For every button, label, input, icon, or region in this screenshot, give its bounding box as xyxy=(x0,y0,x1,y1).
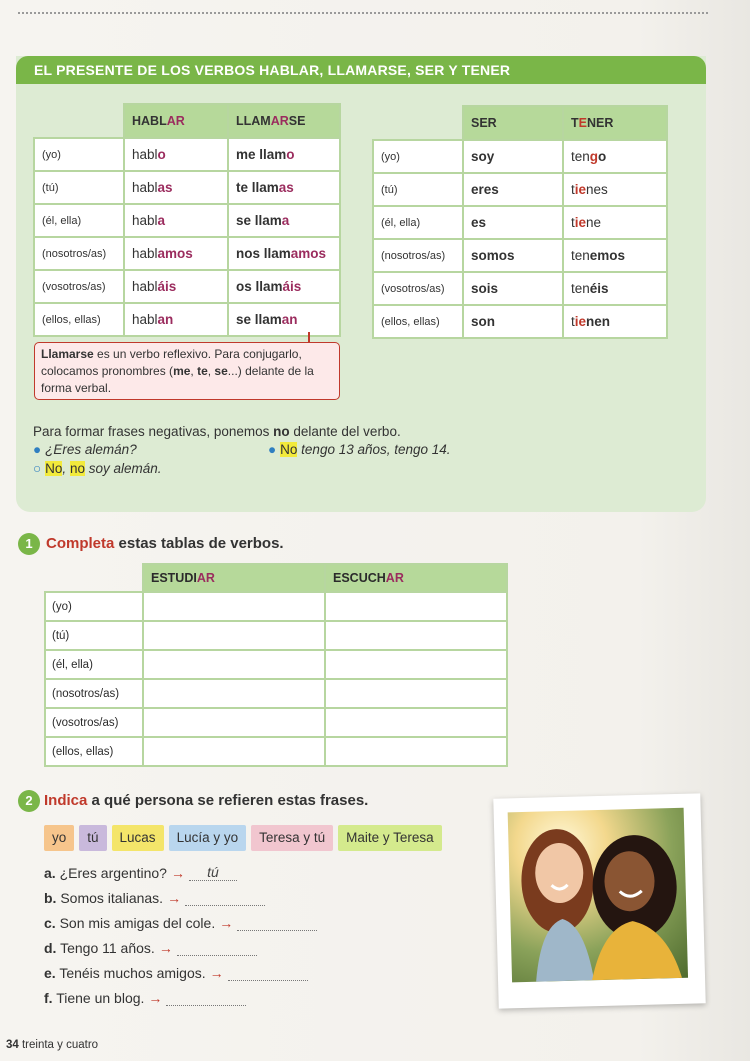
verb-form: es xyxy=(463,206,563,239)
answer-cell[interactable] xyxy=(325,708,507,737)
two-girls-illustration xyxy=(508,808,688,983)
verb-form: nos llamamos xyxy=(228,237,340,270)
person-label: (él, ella) xyxy=(34,204,124,237)
answer-blank[interactable] xyxy=(185,892,265,906)
negation-rule: Para formar frases negativas, ponemos no delante del verbo. xyxy=(33,424,401,439)
verb-form: habla xyxy=(124,204,228,237)
table-row xyxy=(373,140,667,173)
verb-form: tiene xyxy=(563,206,667,239)
bullet-icon: ● xyxy=(33,442,42,457)
person-label: (nosotros/as) xyxy=(373,239,463,272)
tag-tu: tú xyxy=(79,825,106,851)
answer-cell[interactable] xyxy=(325,592,507,621)
example-answer: ○ No, no soy alemán. xyxy=(33,461,162,476)
table-row xyxy=(34,171,340,204)
reflexive-note: Llamarse es un verbo reflexivo. Para conjugarlo, colocamos pronombres (me, te, se...) delante de la forma verbal. xyxy=(34,342,340,400)
page-footer: 34 treinta y cuatro xyxy=(6,1039,99,1051)
answer-cell[interactable] xyxy=(143,650,325,679)
verb-form: tenéis xyxy=(563,272,667,305)
activity-2-number: 2 xyxy=(18,790,40,812)
person-label: (tú) xyxy=(45,621,143,650)
answer-cell[interactable] xyxy=(143,592,325,621)
verb-form: os llamáis xyxy=(228,270,340,303)
table-row xyxy=(373,272,667,305)
verb-form: se llama xyxy=(228,204,340,237)
verb-form: se llaman xyxy=(228,303,340,336)
verb-form: soy xyxy=(463,140,563,173)
verb-form: sois xyxy=(463,272,563,305)
col-header-escuchar: ESCUCHAR xyxy=(325,564,507,592)
col-header-llamarse: LLAMARSE xyxy=(228,104,340,138)
person-label: (yo) xyxy=(34,138,124,171)
estudiar-escuchar-table xyxy=(44,563,508,767)
person-label: (nosotros/as) xyxy=(45,679,143,708)
activity-2-instruction: Indica a qué persona se refieren estas frases. xyxy=(44,792,369,809)
table-row xyxy=(34,270,340,303)
person-label: (vosotros/as) xyxy=(45,708,143,737)
activity-1-instruction: Completa estas tablas de verbos. xyxy=(46,535,284,552)
person-label: (él, ella) xyxy=(373,206,463,239)
verb-form: tenemos xyxy=(563,239,667,272)
tag-yo: yo xyxy=(44,825,74,851)
hablar-llamarse-table xyxy=(33,103,341,337)
answer-blank[interactable]: tú xyxy=(189,864,237,881)
question-d: d. Tengo 11 años. → xyxy=(44,940,257,956)
verb-form: tengo xyxy=(563,140,667,173)
verb-form: te llamas xyxy=(228,171,340,204)
verb-form: hablamos xyxy=(124,237,228,270)
answer-blank[interactable] xyxy=(228,967,308,981)
col-header-estudiar: ESTUDIAR xyxy=(143,564,325,592)
tag-lucia-y-yo: Lucía y yo xyxy=(169,825,247,851)
person-label: (él, ella) xyxy=(45,650,143,679)
table-row xyxy=(373,206,667,239)
question-e: e. Tenéis muchos amigos. → xyxy=(44,965,308,981)
tag-lucas: Lucas xyxy=(112,825,164,851)
top-dotted-divider xyxy=(18,12,708,14)
person-label: (tú) xyxy=(34,171,124,204)
table-row xyxy=(34,204,340,237)
tag-teresa-y-tu: Teresa y tú xyxy=(251,825,333,851)
person-label: (tú) xyxy=(373,173,463,206)
table-row xyxy=(45,679,507,708)
answer-blank[interactable] xyxy=(237,917,317,931)
activity-1-number: 1 xyxy=(18,533,40,555)
table-row xyxy=(34,138,340,171)
answer-cell[interactable] xyxy=(143,708,325,737)
verb-form: eres xyxy=(463,173,563,206)
col-header-tener: TENER xyxy=(563,106,667,140)
person-label: (vosotros/as) xyxy=(34,270,124,303)
col-header-ser: SER xyxy=(463,106,563,140)
verb-form: somos xyxy=(463,239,563,272)
table-row xyxy=(373,239,667,272)
question-f: f. Tiene un blog. → xyxy=(44,990,246,1006)
verb-form: son xyxy=(463,305,563,338)
person-label: (ellos, ellas) xyxy=(45,737,143,766)
answer-cell[interactable] xyxy=(325,679,507,708)
table-row xyxy=(34,303,340,336)
table-row xyxy=(45,592,507,621)
tag-maite-y-teresa: Maite y Teresa xyxy=(338,825,442,851)
friends-photo xyxy=(493,793,705,1008)
table-row xyxy=(373,173,667,206)
question-b: b. Somos italianas. → xyxy=(44,890,265,906)
table-row xyxy=(45,650,507,679)
answer-blank[interactable] xyxy=(177,942,257,956)
person-label: (yo) xyxy=(45,592,143,621)
verb-form: hablo xyxy=(124,138,228,171)
answer-cell[interactable] xyxy=(143,737,325,766)
example-sentence: ● No tengo 13 años, tengo 14. xyxy=(268,442,451,457)
bullet-icon: ● xyxy=(268,442,277,457)
table-row xyxy=(45,737,507,766)
verb-form: hablas xyxy=(124,171,228,204)
answer-cell[interactable] xyxy=(325,737,507,766)
question-a: a. ¿Eres argentino? → tú xyxy=(44,864,237,881)
verb-form: tienen xyxy=(563,305,667,338)
table-row xyxy=(45,708,507,737)
answer-blank[interactable] xyxy=(166,992,246,1006)
table-row xyxy=(34,237,340,270)
verb-form: hablan xyxy=(124,303,228,336)
bullet-outline-icon: ○ xyxy=(33,461,42,476)
table-row xyxy=(373,305,667,338)
person-tags xyxy=(44,825,442,851)
person-label: (vosotros/as) xyxy=(373,272,463,305)
question-c: c. Son mis amigas del cole. → xyxy=(44,915,317,931)
verb-form: me llamo xyxy=(228,138,340,171)
verb-form: habláis xyxy=(124,270,228,303)
answer-cell[interactable] xyxy=(325,621,507,650)
person-label: (yo) xyxy=(373,140,463,173)
col-header-hablar: HABLAR xyxy=(124,104,228,138)
person-label: (ellos, ellas) xyxy=(373,305,463,338)
person-label: (nosotros/as) xyxy=(34,237,124,270)
photo-image xyxy=(508,808,688,983)
person-label: (ellos, ellas) xyxy=(34,303,124,336)
ser-tener-table xyxy=(372,105,668,339)
answer-cell[interactable] xyxy=(143,621,325,650)
grammar-panel-title: EL PRESENTE DE LOS VERBOS HABLAR, LLAMARSE, SER Y TENER xyxy=(16,56,706,84)
table-row xyxy=(45,621,507,650)
answer-cell[interactable] xyxy=(143,679,325,708)
verb-form: tienes xyxy=(563,173,667,206)
answer-cell[interactable] xyxy=(325,650,507,679)
example-question: ● ¿Eres alemán? xyxy=(33,442,137,457)
